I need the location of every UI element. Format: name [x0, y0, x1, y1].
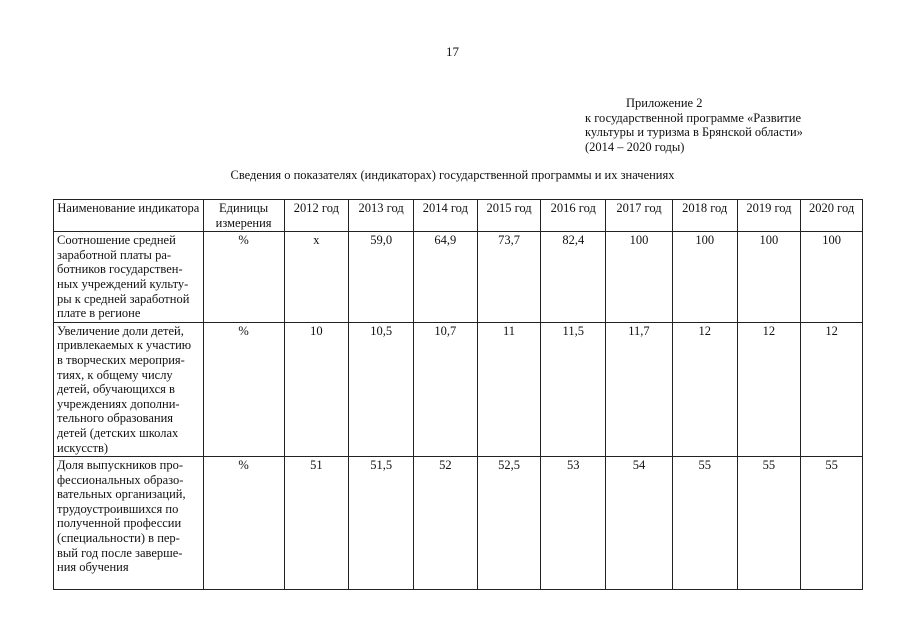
indicators-table: [53, 199, 863, 590]
indicator-name-line: (специальности) в пер-: [57, 531, 180, 546]
header-name: Наименование индикатора: [54, 200, 204, 232]
value-cell: 12: [672, 322, 737, 456]
indicator-name-line: тиях, к общему числу: [57, 367, 173, 382]
value-cell: 100: [737, 232, 801, 323]
unit-cell: %: [203, 322, 284, 456]
indicator-name: [54, 232, 204, 323]
indicator-name-line: ры к средней заработной: [57, 291, 190, 306]
header-year: 2016 год: [541, 200, 606, 232]
value-cell: 100: [672, 232, 737, 323]
indicator-name-line: полученной профессии: [57, 516, 182, 531]
indicator-name-line: детей (детских школах: [57, 425, 179, 440]
value-cell: 82,4: [541, 232, 606, 323]
header-year: 2015 год: [477, 200, 541, 232]
value-cell: 51,5: [349, 457, 414, 590]
unit-cell: %: [203, 232, 284, 323]
table-row: [54, 232, 863, 323]
value-cell: 10,5: [349, 322, 414, 456]
appendix-line: к государственной программе «Развитие: [585, 110, 801, 125]
page-number: 17: [446, 44, 459, 59]
indicator-name-line: ных учреждений культу-: [57, 276, 189, 291]
value-cell: 52: [413, 457, 477, 590]
indicator-name-line: детей, обучающихся в: [57, 382, 175, 397]
indicator-name-line: плате в регионе: [57, 306, 141, 321]
header-unit: Единицы измерения: [203, 200, 284, 232]
value-cell: 73,7: [477, 232, 541, 323]
header-year: 2013 год: [349, 200, 414, 232]
indicator-name-line: Доля выпускников про-: [57, 458, 184, 473]
indicator-name-line: тельного образования: [57, 411, 174, 426]
indicator-name: [54, 322, 204, 456]
header-year: 2020 год: [801, 200, 863, 232]
value-cell: x: [284, 232, 349, 323]
value-cell: 55: [801, 457, 863, 590]
header-year: 2018 год: [672, 200, 737, 232]
value-cell: 100: [606, 232, 673, 323]
document-title: Сведения о показателях (индикаторах) государственной программы и их значениях: [230, 168, 675, 182]
indicator-name-line: вательных организаций,: [57, 487, 186, 502]
header-year: 2017 год: [606, 200, 673, 232]
value-cell: 64,9: [413, 232, 477, 323]
value-cell: 100: [801, 232, 863, 323]
value-cell: 54: [606, 457, 673, 590]
value-cell: 11,7: [606, 322, 673, 456]
value-cell: 55: [672, 457, 737, 590]
indicator-name-line: трудоустроившихся по: [57, 501, 179, 516]
header-year: 2014 год: [413, 200, 477, 232]
indicator-name-line: ботников государствен-: [57, 262, 183, 277]
value-cell: 12: [801, 322, 863, 456]
indicator-name-line: Соотношение средней: [57, 233, 176, 248]
indicator-name-line: заработной платы ра-: [57, 247, 172, 262]
value-cell: 53: [541, 457, 606, 590]
header-year: 2019 год: [737, 200, 801, 232]
value-cell: 51: [284, 457, 349, 590]
value-cell: 11,5: [541, 322, 606, 456]
table-row: [54, 322, 863, 456]
indicator-name-line: учреждениях дополни-: [57, 396, 180, 411]
indicator-name-line: в творческих мероприя-: [57, 352, 185, 367]
appendix-line: (2014 – 2020 годы): [585, 139, 685, 154]
indicator-name-line: ния обучения: [57, 560, 129, 575]
indicator-name: [54, 457, 204, 590]
header-year: 2012 год: [284, 200, 349, 232]
value-cell: 59,0: [349, 232, 414, 323]
value-cell: 55: [737, 457, 801, 590]
value-cell: 52,5: [477, 457, 541, 590]
value-cell: 10,7: [413, 322, 477, 456]
value-cell: 10: [284, 322, 349, 456]
indicator-name-line: вый год после заверше-: [57, 545, 183, 560]
appendix-block: [585, 96, 885, 154]
appendix-line: культуры и туризма в Брянской области»: [585, 125, 803, 139]
appendix-line: Приложение 2: [626, 96, 703, 110]
table-header-row: [54, 200, 863, 232]
unit-cell: %: [203, 457, 284, 590]
indicator-name-line: фессиональных образо-: [57, 472, 184, 487]
table-row: [54, 457, 863, 590]
indicator-name-line: привлекаемых к участию: [57, 338, 192, 353]
value-cell: 12: [737, 322, 801, 456]
value-cell: 11: [477, 322, 541, 456]
indicator-name-line: искусств): [57, 440, 109, 455]
indicator-name-line: Увеличение доли детей,: [57, 323, 184, 338]
